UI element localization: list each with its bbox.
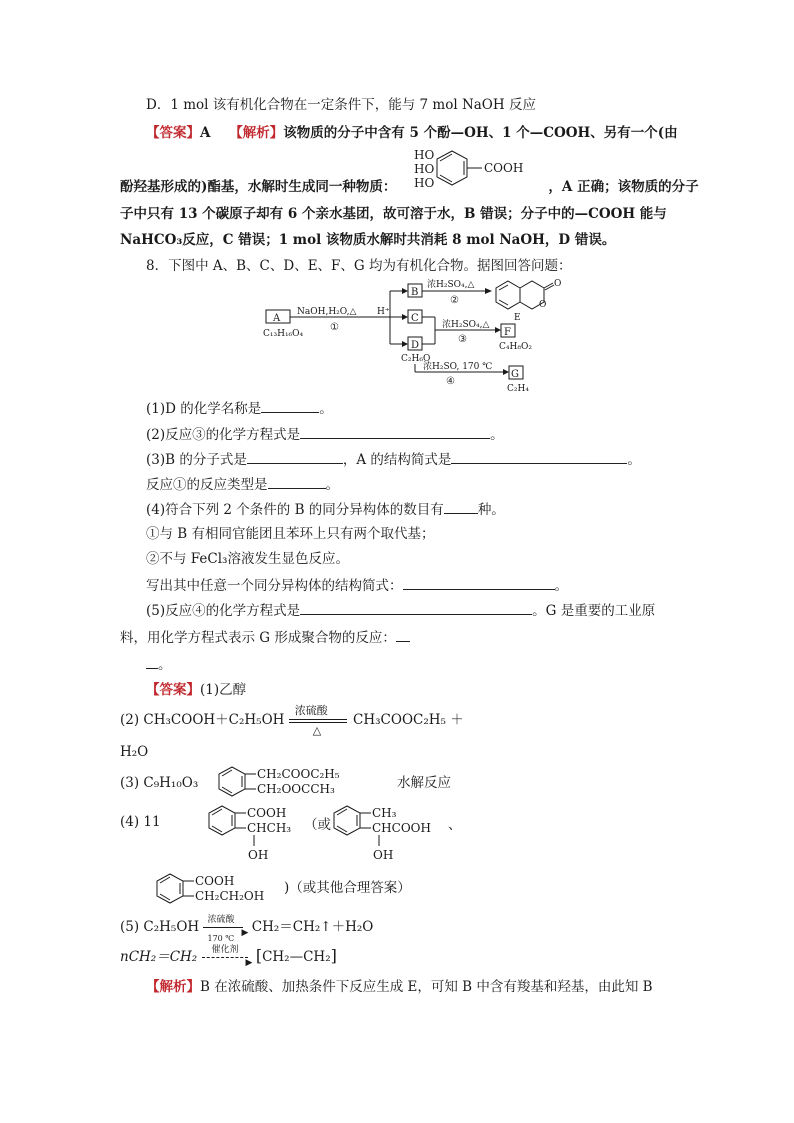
q8-sub-5: (5)反应④的化学方程式是 。G 是重要的工业原 <box>146 600 655 621</box>
reaction-arrow-2: 浓硫酸 △ <box>289 711 349 731</box>
q8-condition-1: ①与 B 有相同官能团且苯环上只有两个取代基； <box>146 526 435 542</box>
answer-4-structures <box>204 804 464 866</box>
ho-label-3: HO <box>414 176 435 190</box>
answer-3-line: (3) C₉H₁₀O₃ <box>120 775 199 791</box>
answer-blank <box>444 499 478 514</box>
iso2-chcooh: CHCOOH <box>372 821 431 835</box>
step-2: ② <box>450 295 459 306</box>
formula-d: C₂H₆O <box>401 354 431 364</box>
answer-4-tail: )（或其他合理答案） <box>284 880 411 896</box>
reaction-type: 水解反应 <box>397 775 451 791</box>
label-d: D <box>411 340 420 351</box>
q8-sub-4c: 写出其中任意一个同分异构体的结构简式： 。 <box>146 575 568 596</box>
substituent-2: CH₂OOCCH₃ <box>257 782 335 796</box>
h-plus: H⁺ <box>377 307 390 317</box>
answer-3-structure <box>212 765 492 799</box>
answer-4-num: (4) 11 <box>120 814 161 830</box>
label-c: C <box>411 313 419 324</box>
condition-2: 浓H₂SO₄,△ <box>427 280 475 290</box>
answer-blank <box>451 449 627 464</box>
q8-sub-5c: 。 <box>146 654 172 675</box>
cooh-label: COOH <box>484 161 524 175</box>
q8-sub-5b: 料，用化学方程式表示 G 形成聚合物的反应： <box>120 627 410 648</box>
reaction-scheme <box>260 276 570 394</box>
iso2-ch3: CH₃ <box>372 806 397 820</box>
substituent-1: CH₂COOC₂H₅ <box>257 767 340 781</box>
iso3-ch2ch2oh: CH₂CH₂OH <box>195 889 265 903</box>
analysis-text-1: 该物质的分子中含有 5 个酚—OH、1 个—COOH、另有一个(由 <box>283 125 678 141</box>
q7-analysis-line-3: 子中只有 13 个碳原子却有 6 个亲水基团，故可溶于水，B 错误；分子中的—COOH 能与 <box>120 206 667 222</box>
answer-blank <box>396 627 410 642</box>
answer-5-line: (5) C₂H₅OH 浓硫酸 ▶ 170 ℃ CH₂＝CH₂↑＋H₂O <box>120 914 374 943</box>
iso1-chch3: CHCH₃ <box>247 821 292 835</box>
label-a: A <box>273 313 281 324</box>
formula-g: C₂H₄ <box>507 384 529 394</box>
answer-blank <box>268 474 326 489</box>
step-3: ③ <box>458 334 467 345</box>
q8-sub-2: (2)反应③的化学方程式是 。 <box>146 424 504 445</box>
answer-tag: 【答案】 <box>146 125 200 141</box>
q8-sub-3b: 反应①的反应类型是 。 <box>146 474 339 495</box>
condition-1: NaOH,H₂O,△ <box>297 307 357 317</box>
condition-3: 浓H₂SO₄,△ <box>442 320 490 330</box>
answer-value: A <box>200 125 211 141</box>
analysis-tag: 【解析】 <box>229 125 284 141</box>
answer-blank <box>261 398 319 413</box>
iso1-oh: OH <box>248 848 269 862</box>
e-carbonyl-o: O <box>554 279 562 289</box>
q8-condition-2: ②不与 FeCl₃溶液发生显色反应。 <box>146 551 349 567</box>
answer-blank <box>300 424 490 439</box>
reaction-arrow-5: 浓硫酸 ▶ 170 ℃ <box>203 918 247 938</box>
comma: 、 <box>448 817 462 833</box>
answer-blank <box>403 575 555 590</box>
q8-sub-3: (3)B 的分子式是 ，A 的结构简式是 。 <box>146 449 641 470</box>
iso2-oh: OH <box>373 848 394 862</box>
answer-2-h2o: H₂O <box>120 744 149 760</box>
reaction-arrow-5b: 催化剂 ▶ <box>202 948 252 968</box>
label-e: E <box>514 313 521 323</box>
or-text: （或 <box>304 817 331 833</box>
step-1: ① <box>330 322 339 333</box>
label-g: G <box>511 369 519 380</box>
q7-option-d: D．1 mol 该有机化合物在一定条件下，能与 7 mol NaOH 反应 <box>146 97 536 113</box>
e-ring-o: O <box>539 300 547 310</box>
q8-sub-4: (4)符合下列 2 个条件的 B 的同分异构体的数目有 种。 <box>146 499 505 520</box>
iso1-cooh: COOH <box>247 806 287 820</box>
step-4: ④ <box>446 376 455 387</box>
q7-analysis-line-2: 酚羟基形成的)酯基，水解时生成同一种物质： ，A 正确；该物质的分子 <box>120 179 699 195</box>
formula-a: C₁₃H₁₆O₄ <box>263 329 304 339</box>
q7-analysis-line-4: NaHCO₃反应，C 错误；1 mol 该物质水解时共消耗 8 mol NaOH，D 错误。 <box>120 232 616 248</box>
answer-blank <box>300 600 532 615</box>
analysis-line: 【解析】B 在浓硫酸、加热条件下反应生成 E，可知 B 中含有羧基和羟基，由此知 B <box>146 979 653 995</box>
formula-f: C₄H₈O₂ <box>499 342 532 352</box>
label-b: B <box>411 287 419 298</box>
q8-sub-1: (1)D 的化学名称是 。 <box>146 398 333 419</box>
answer-blank <box>247 449 343 464</box>
q7-answer-line <box>146 123 678 143</box>
ho-label-1: HO <box>414 148 435 162</box>
answer-blank <box>146 654 158 669</box>
analysis-tag: 【解析】 <box>146 979 200 995</box>
answer-1-line: 【答案】(1)乙醇 <box>146 682 247 698</box>
condition-4: 浓H₂SO, 170 ℃ <box>423 362 493 372</box>
answer-2-line: (2) CH₃COOH＋C₂H₅OH 浓硫酸 △ CH₃COOC₂H₅ ＋ <box>120 703 464 737</box>
answer-tag: 【答案】 <box>146 682 200 698</box>
answer-5b-line: nCH₂＝CH₂ 催化剂 ▶ [CH₂—CH₂] <box>120 944 337 968</box>
ho-label-2: HO <box>414 162 435 176</box>
q8-stem: 8．下图中 A、B、C、D、E、F、G 均为有机化合物。据图回答问题： <box>146 258 572 274</box>
label-f: F <box>504 327 511 338</box>
iso3-cooh: COOH <box>195 874 235 888</box>
